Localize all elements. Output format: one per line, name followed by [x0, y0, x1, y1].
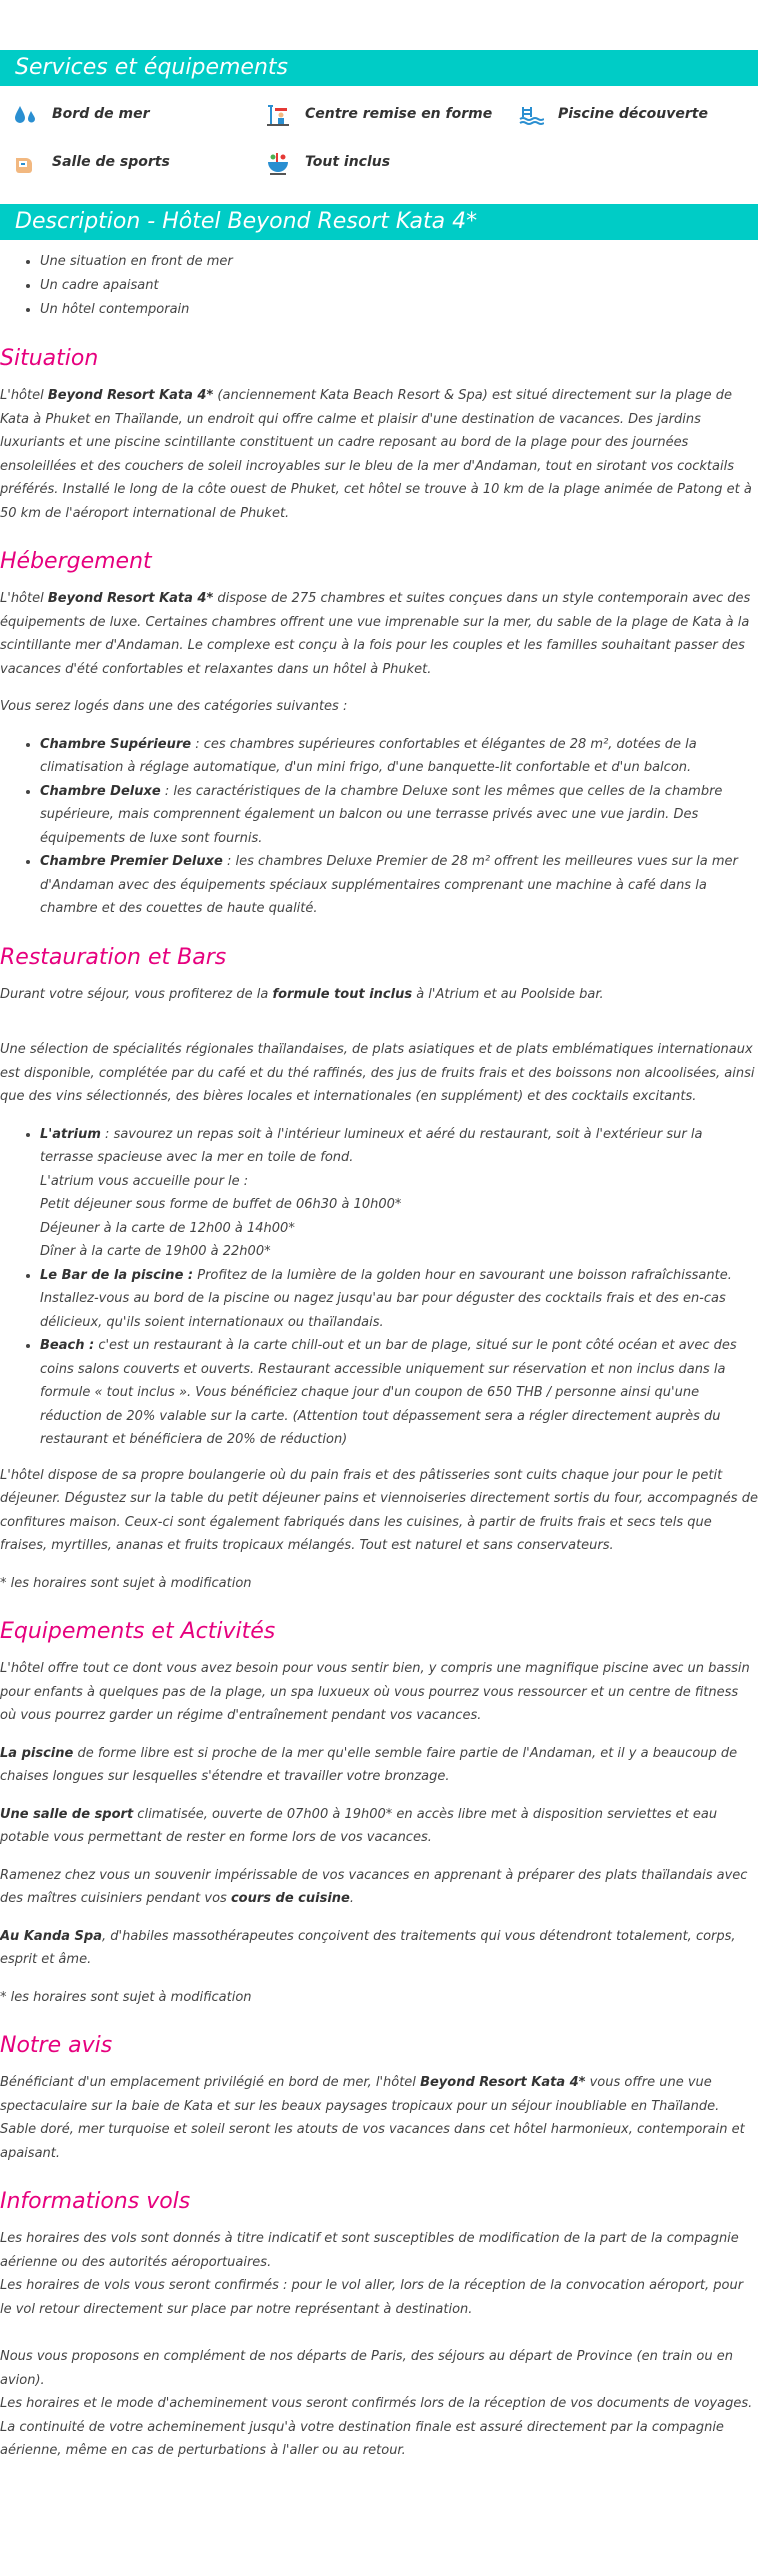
list-item: • Beach : c'est un restaurant à la carte chill-out et un bar de plage, situé sur le pont côté océan et avec des coins salons couverts et ouverts. Restaurant accessible uniquement sur réservation et non inclus dans la formule « tout inclus ». Vous bénéficiez chaque jour d'un coupon de 650 THB / personne ainsi qu'une réduction de 20% valable sur la carte. (Attention tout dépassement sera a régler directement auprès du restaurant et bénéficiera de 20% de réduction)	[40, 1334, 758, 1452]
list-item: • Le Bar de la piscine : Profitez de la lumière de la golden hour en savourant une boisson rafraîchissante. Installez-vous au bord de la piscine ou nagez jusqu'au bar pour déguster des cocktails frais et des en-cas délicieux, qu'ils soient internationaux ou thaïlandais.	[40, 1264, 758, 1335]
list-item: • Un cadre apaisant	[40, 274, 758, 298]
avis-heading: Notre avis	[0, 2033, 113, 2058]
restauration-selection-paragraph: Une sélection de spécialités régionales thaïlandaises, de plats asiatiques et de plats emblématiques internationaux est disponible, complétée par du café et du thé raffinés, des jus de fruits frais et des boissons non alcoolisées, ainsi que des vins sélectionnés, des bières locales et internationales (en supplément) et des cocktails excitants.	[0, 1042, 755, 1104]
list-item: • Chambre Deluxe : les caractéristiques de la chambre Deluxe sont les mêmes que celles de la chambre supérieure, mais comprennent également un balcon ou une terrasse privés avec une vue jardin. Des équipements de luxe sont fournis.	[40, 780, 758, 851]
all-inclusive-icon	[265, 150, 291, 176]
room-categories-list	[0, 733, 758, 921]
bakery-paragraph: L'hôtel dispose de sa propre boulangerie où du pain frais et des pâtisseries sont cuits chaque jour pour le petit déjeuner. Dégustez sur la table du petit déjeuner pains et viennoiseries directement sortis du four, accompagnés de confitures maison. Ceux-ci sont également fabriqués dans les cuisines, à partir de fruits frais et secs tels que fraises, myrtilles, ananas et fruits tropicaux mélangés. Tout est naturel et sans conservateurs.	[0, 1467, 758, 1553]
situation-heading: Situation	[0, 346, 99, 371]
services-grid	[0, 86, 758, 182]
dining-venues-list	[0, 1123, 758, 1452]
list-item: • Chambre Premier Deluxe : les chambres Deluxe Premier de 28 m² offrent les meilleures vues sur la mer d'Andaman avec des équipements spéciaux supplémentaires comprenant une machine à café dans la chambre et des couettes de haute qualité.	[40, 850, 758, 921]
service-tout-inclus	[265, 144, 518, 182]
cuisine-paragraph: Ramenez chez vous un souvenir impérissable de vos vacances en apprenant à préparer des plats thaïlandais avec des maîtres cuisiniers pendant vos cours de cuisine.	[0, 1867, 748, 1906]
service-salle-de-sports	[12, 144, 265, 182]
hebergement-categories-intro: Vous serez logés dans une des catégories suivantes :	[0, 699, 348, 714]
schedule-note: * les horaires sont sujet à modification	[0, 1575, 252, 1591]
avis-paragraph: Bénéficiant d'un emplacement privilégié en bord de mer, l'hôtel Beyond Resort Kata 4* vous offre une vue spectaculaire sur la baie de Kata et sur les beaux paysages tropicaux pour un séjour inoubliable en Thaïlande. Sable doré, mer turquoise et soleil seront les atouts de vos vacances dans cet hôtel harmonieux, contemporain et apaisant.	[0, 2075, 745, 2161]
vols-province-paragraph: Nous vous proposons en complément de nos départs de Paris, des séjours au départ de Province (en train ou en avion). Les horaires et le mode d'acheminement vous seront confirmés lors de la réception de vos documents de voyages. La continuité de votre acheminement jusqu'à votre destination finale est assuré directement par la compagnie aérienne, même en cas de perturbations à l'aller ou au retour.	[0, 2349, 753, 2458]
gym-icon	[12, 150, 38, 176]
water-drops-icon	[12, 102, 38, 128]
list-item: • L'atrium : savourez un repas soit à l'intérieur lumineux et aéré du restaurant, soit à l'extérieur sur la terrasse spacieuse avec la mer en toile de fond. L'atrium vous accueille pour le : Petit déjeuner sous forme de buffet de 06h30 à 10h00* Déjeuner à la carte de 12h00 à 14h00* Dîner à la carte de 19h00 à 22h00*	[40, 1123, 758, 1264]
schedule-note: * les horaires sont sujet à modification	[0, 1989, 252, 2005]
equipements-paragraph: L'hôtel offre tout ce dont vous avez besoin pour vous sentir bien, y compris une magnifique piscine avec un bassin pour enfants à quelques pas de la plage, un spa luxueux où vous pourrez vous ressourcer et un centre de fitness où vous pourrez garder un régime d'entraînement pendant vos vacances.	[0, 1661, 750, 1723]
salle-sport-paragraph: Une salle de sport climatisée, ouverte de 07h00 à 19h00* en accès libre met à disposition serviettes et eau potable vous permettant de rester en forme lors de vos vacances.	[0, 1806, 718, 1845]
service-centre-remise-en-forme	[265, 96, 518, 134]
piscine-paragraph: La piscine de forme libre est si proche de la mer qu'elle semble faire partie de l'Andaman, et il y a beaucoup de chaises longues sur lesquelles s'étendre et travailler votre bronzage.	[0, 1745, 738, 1784]
fitness-icon	[265, 102, 291, 128]
vols-heading: Informations vols	[0, 2189, 191, 2214]
list-item: • Chambre Supérieure : ces chambres supérieures confortables et élégantes de 28 m², dotées de la climatisation à réglage automatique, d'un mini frigo, d'une banquette-lit confortable et d'un balcon.	[40, 733, 758, 780]
service-label: Piscine découverte	[558, 106, 708, 123]
pool-icon	[518, 102, 544, 128]
service-label: Tout inclus	[305, 154, 391, 171]
vols-paragraph: Les horaires des vols sont donnés à titre indicatif et sont susceptibles de modification de la part de la compagnie aérienne ou des autorités aéroportuaires. Les horaires de vols vous seront confirmés : pour le vol aller, lors de la réception de la convocation aéroport, pour le vol retour directement sur place par notre représentant à destination.	[0, 2231, 744, 2317]
service-bord-de-mer	[12, 96, 265, 134]
list-item: • Un hôtel contemporain	[40, 298, 758, 322]
situation-paragraph: L'hôtel Beyond Resort Kata 4* (anciennement Kata Beach Resort & Spa) est situé directement sur la plage de Kata à Phuket en Thaïlande, un endroit qui offre calme et plaisir d'une destination de vacances. Des jardins luxuriants et une piscine scintillante constituent un cadre reposant au bord de la plage pour des journées ensoleillées et des couchers de soleil incroyables sur le bleu de la mer d'Andaman, tout en sirotant vos cocktails préférés. Installé le long de la côte ouest de Phuket, cet hôtel se trouve à 10 km de la plage animée de Patong et à 50 km de l'aéroport international de Phuket.	[0, 388, 752, 521]
services-section-title: Services et équipements	[0, 50, 758, 86]
equipements-heading: Equipements et Activités	[0, 1619, 276, 1644]
list-item: • Une situation en front de mer	[40, 250, 758, 274]
service-piscine-decouverte	[518, 96, 758, 134]
spa-paragraph: Au Kanda Spa, d'habiles massothérapeutes conçoivent des traitements qui vous détendront totalement, corps, esprit et âme.	[0, 1928, 736, 1967]
description-section-title: Description - Hôtel Beyond Resort Kata 4*	[0, 204, 758, 240]
service-label: Bord de mer	[52, 106, 150, 123]
service-label: Centre remise en forme	[305, 106, 493, 123]
hebergement-paragraph: L'hôtel Beyond Resort Kata 4* dispose de 275 chambres et suites conçues dans un style contemporain avec des équipements de luxe. Certaines chambres offrent une vue imprenable sur la mer, du sable de la plage de Kata à la scintillante mer d'Andaman. Le complexe est conçu à la fois pour les couples et les familles souhaitant passer des vacances d'été confortables et relaxantes dans un hôtel à Phuket.	[0, 591, 751, 677]
restauration-heading: Restauration et Bars	[0, 944, 227, 970]
hebergement-heading: Hébergement	[0, 549, 152, 574]
highlights-list	[0, 250, 758, 322]
restauration-paragraph: Durant votre séjour, vous profiterez de la formule tout inclus à l'Atrium et au Poolside bar.	[0, 986, 604, 1002]
service-label: Salle de sports	[52, 154, 170, 171]
